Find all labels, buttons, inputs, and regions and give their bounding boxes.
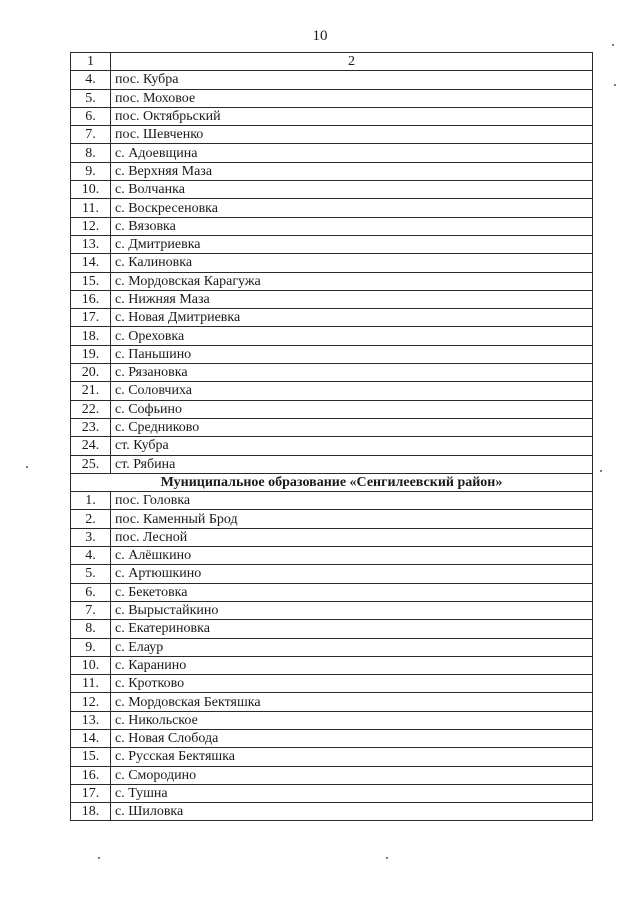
row-number: 21. — [71, 382, 111, 400]
table-row — [71, 345, 593, 363]
table-row — [71, 711, 593, 729]
settlement-name: с. Вырыстайкино — [111, 601, 593, 619]
table-row — [71, 748, 593, 766]
row-number: 10. — [71, 656, 111, 674]
row-number: 25. — [71, 455, 111, 473]
row-number: 22. — [71, 400, 111, 418]
settlement-name: с. Калиновка — [111, 254, 593, 272]
settlement-name: с. Новая Слобода — [111, 729, 593, 747]
settlement-name: с. Средниково — [111, 418, 593, 436]
row-number: 10. — [71, 181, 111, 199]
settlement-name: с. Мордовская Карагужа — [111, 272, 593, 290]
table-row — [71, 309, 593, 327]
settlement-name: с. Верхняя Маза — [111, 162, 593, 180]
row-number: 4. — [71, 547, 111, 565]
row-number: 16. — [71, 766, 111, 784]
settlement-name: пос. Головка — [111, 492, 593, 510]
row-number: 8. — [71, 144, 111, 162]
settlement-name: с. Алёшкино — [111, 547, 593, 565]
row-number: 6. — [71, 583, 111, 601]
row-number: 16. — [71, 290, 111, 308]
settlement-name: пос. Октябрьский — [111, 107, 593, 125]
table-row — [71, 217, 593, 235]
scan-speck — [612, 44, 614, 46]
settlement-name: с. Паньшино — [111, 345, 593, 363]
settlement-name: пос. Каменный Брод — [111, 510, 593, 528]
row-number: 5. — [71, 89, 111, 107]
row-number: 3. — [71, 528, 111, 546]
table-header-row — [71, 53, 593, 71]
row-number: 1. — [71, 492, 111, 510]
row-number: 5. — [71, 565, 111, 583]
table-row — [71, 547, 593, 565]
table-row — [71, 400, 593, 418]
row-number: 12. — [71, 217, 111, 235]
settlement-name: с. Смородино — [111, 766, 593, 784]
row-number: 6. — [71, 107, 111, 125]
settlement-name: с. Адоевщина — [111, 144, 593, 162]
settlement-name: с. Русская Бектяшка — [111, 748, 593, 766]
settlement-name: с. Кротково — [111, 675, 593, 693]
settlement-name: с. Волчанка — [111, 181, 593, 199]
table-row — [71, 620, 593, 638]
row-number: 15. — [71, 748, 111, 766]
settlement-name: с. Воскресеновка — [111, 199, 593, 217]
table-row — [71, 254, 593, 272]
table-row — [71, 144, 593, 162]
table-row — [71, 181, 593, 199]
table-row — [71, 510, 593, 528]
row-number: 23. — [71, 418, 111, 436]
page-number: 10 — [312, 28, 328, 44]
settlement-name: ст. Кубра — [111, 437, 593, 455]
table-row — [71, 364, 593, 382]
row-number: 15. — [71, 272, 111, 290]
settlement-name: с. Дмитриевка — [111, 235, 593, 253]
row-number: 17. — [71, 309, 111, 327]
row-number: 7. — [71, 126, 111, 144]
table-row — [71, 272, 593, 290]
row-number: 14. — [71, 254, 111, 272]
settlement-name: с. Тушна — [111, 784, 593, 802]
table-row — [71, 803, 593, 821]
settlement-name: пос. Шевченко — [111, 126, 593, 144]
table-row — [71, 656, 593, 674]
row-number: 14. — [71, 729, 111, 747]
table-row — [71, 89, 593, 107]
table-row — [71, 693, 593, 711]
settlement-name: пос. Кубра — [111, 71, 593, 89]
row-number: 11. — [71, 199, 111, 217]
settlement-name: с. Мордовская Бектяшка — [111, 693, 593, 711]
row-number: 12. — [71, 693, 111, 711]
table-row — [71, 766, 593, 784]
table-row — [71, 638, 593, 656]
settlement-name: с. Артюшкино — [111, 565, 593, 583]
scan-speck — [98, 857, 100, 859]
settlement-name: с. Ореховка — [111, 327, 593, 345]
settlement-name: пос. Лесной — [111, 528, 593, 546]
table-row — [71, 107, 593, 125]
header-col-name: 2 — [111, 53, 593, 71]
section-title: Муниципальное образование «Сенгилеевский район» — [71, 473, 593, 491]
settlement-name: с. Бекетовка — [111, 583, 593, 601]
table-row — [71, 601, 593, 619]
settlement-name: с. Рязановка — [111, 364, 593, 382]
row-number: 11. — [71, 675, 111, 693]
row-number: 8. — [71, 620, 111, 638]
settlement-name: с. Софьино — [111, 400, 593, 418]
scan-speck — [26, 466, 28, 468]
table-row — [71, 437, 593, 455]
row-number: 2. — [71, 510, 111, 528]
table-row — [71, 675, 593, 693]
table-row — [71, 327, 593, 345]
row-number: 13. — [71, 235, 111, 253]
settlements-table — [70, 52, 593, 821]
settlement-name: с. Вязовка — [111, 217, 593, 235]
settlement-name: с. Никольское — [111, 711, 593, 729]
table-row — [71, 418, 593, 436]
row-number: 18. — [71, 803, 111, 821]
scan-speck — [614, 84, 616, 86]
settlement-name: с. Новая Дмитриевка — [111, 309, 593, 327]
table-row — [71, 382, 593, 400]
row-number: 9. — [71, 638, 111, 656]
table-row — [71, 199, 593, 217]
row-number: 17. — [71, 784, 111, 802]
settlement-name: с. Соловчиха — [111, 382, 593, 400]
row-number: 9. — [71, 162, 111, 180]
table-row — [71, 71, 593, 89]
settlement-name: с. Елаур — [111, 638, 593, 656]
table-row — [71, 455, 593, 473]
settlement-name: ст. Рябина — [111, 455, 593, 473]
table-row — [71, 290, 593, 308]
table-row — [71, 528, 593, 546]
table-row — [71, 162, 593, 180]
settlement-name: пос. Моховое — [111, 89, 593, 107]
row-number: 4. — [71, 71, 111, 89]
row-number: 18. — [71, 327, 111, 345]
settlement-name: с. Каранино — [111, 656, 593, 674]
settlement-name: с. Шиловка — [111, 803, 593, 821]
scan-speck — [600, 470, 602, 472]
table-row — [71, 784, 593, 802]
table-row — [71, 492, 593, 510]
table-row — [71, 583, 593, 601]
section-row — [71, 473, 593, 491]
table-row — [71, 565, 593, 583]
row-number: 7. — [71, 601, 111, 619]
header-col-number: 1 — [71, 53, 111, 71]
row-number: 20. — [71, 364, 111, 382]
row-number: 13. — [71, 711, 111, 729]
table-row — [71, 729, 593, 747]
settlements-table-body — [71, 53, 593, 821]
settlement-name: с. Екатериновка — [111, 620, 593, 638]
table-row — [71, 235, 593, 253]
settlement-name: с. Нижняя Маза — [111, 290, 593, 308]
row-number: 19. — [71, 345, 111, 363]
row-number: 24. — [71, 437, 111, 455]
table-row — [71, 126, 593, 144]
scan-speck — [386, 857, 388, 859]
